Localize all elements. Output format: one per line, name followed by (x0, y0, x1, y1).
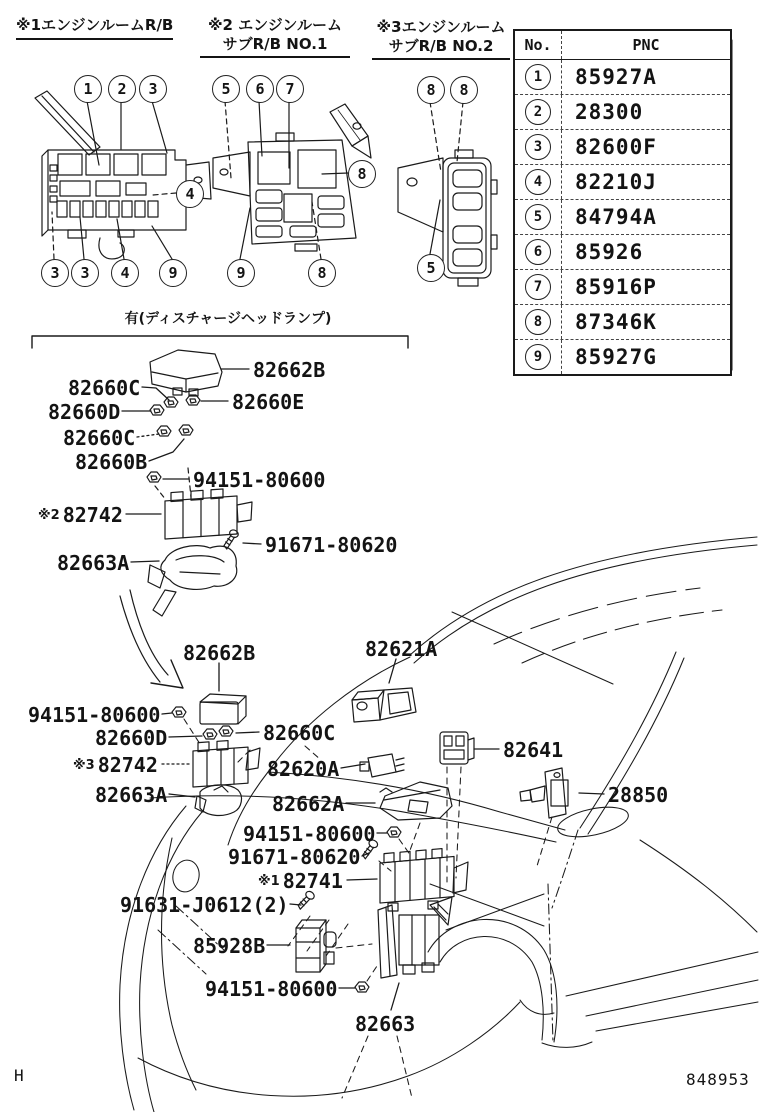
part-label-82660b: 82660B (75, 450, 148, 474)
callout-circle: 3 (139, 75, 167, 103)
callout-circle: 1 (74, 75, 102, 103)
part-label-94151-80600-4: 94151-80600 (205, 977, 338, 1001)
section-header-sub-rb-no2-line2: サブR/B NO.2 (388, 36, 494, 55)
part-label-82742-sub2 (38, 503, 123, 527)
row-number-badge: 1 (525, 64, 551, 90)
pnc-value: 87346K (575, 310, 657, 334)
section-header-sub-rb-no2-line1: ※3エンジンルーム (376, 18, 506, 36)
row-number-badge: 8 (525, 309, 551, 335)
fuse-box-2-drawing (213, 101, 371, 259)
part-number: 82741 (282, 869, 343, 893)
pnc-table-col-no: No. (515, 31, 562, 59)
part-label-82620a: 82620A (267, 757, 340, 781)
table-row (515, 234, 730, 269)
part-label-82663: 82663 (355, 1012, 416, 1036)
part-label-82662b-lower: 82662B (183, 641, 256, 665)
callout-circle: 4 (111, 259, 139, 287)
pnc-value: 85927G (575, 345, 657, 369)
part-label-82660d-lower: 82660D (95, 726, 168, 750)
pnc-value: 85926 (575, 240, 644, 264)
part-label-82660d-upper: 82660D (48, 400, 121, 424)
part-label-82660c-2: 82660C (63, 426, 136, 450)
pnc-value: 28300 (575, 100, 644, 124)
fuse-box-3-drawing (398, 102, 497, 286)
fuse-box-1-drawing (35, 91, 211, 259)
table-row (515, 269, 730, 304)
pnc-value: 84794A (575, 205, 657, 229)
part-label-91671-80620-2: 91671-80620 (228, 845, 361, 869)
callout-circle: 8 (417, 76, 445, 104)
ref-prefix: ※1 (258, 874, 280, 889)
row-number-badge: 7 (525, 274, 551, 300)
part-label-94151-80600-2: 94151-80600 (28, 703, 161, 727)
note-bracket (32, 336, 408, 348)
table-row (515, 164, 730, 199)
ref-prefix: ※2 (38, 508, 60, 523)
pnc-value: 82600F (575, 135, 657, 159)
car-outline (120, 537, 758, 1112)
section-header-sub-rb-no1-line1: ※2 エンジンルーム (207, 16, 343, 34)
page-letter: H (14, 1066, 24, 1085)
part-label-82621a: 82621A (365, 637, 438, 661)
part-label-94151-80600-1: 94151-80600 (193, 468, 326, 492)
part-label-82742-sub3 (73, 753, 158, 777)
pnc-value: 82210J (575, 170, 657, 194)
row-number-badge: 5 (525, 204, 551, 230)
part-label-82641: 82641 (503, 738, 564, 762)
part-label-82660e: 82660E (232, 390, 305, 414)
table-row (515, 339, 730, 374)
callout-circle: 6 (246, 75, 274, 103)
part-label-82662b-upper: 82662B (253, 358, 326, 382)
callout-circle: 5 (417, 254, 445, 282)
part-label-82662a: 82662A (272, 792, 345, 816)
part-label-91671-80620-1: 91671-80620 (265, 533, 398, 557)
callout-circle: 2 (108, 75, 136, 103)
callout-circle: 4 (176, 180, 204, 208)
figure-number: 848953 (686, 1070, 750, 1089)
pnc-table-header-row (515, 31, 730, 59)
callout-circle: 8 (348, 160, 376, 188)
section-header-sub-rb-no1 (200, 16, 350, 58)
part-label-82741 (258, 869, 343, 893)
section-header-sub-rb-no1-line2: サブR/B NO.1 (222, 34, 328, 53)
part-label-94151-80600-3: 94151-80600 (243, 822, 376, 846)
pnc-table-col-pnc: PNC (632, 36, 660, 54)
callout-circle: 9 (159, 259, 187, 287)
section-header-engine-room-rb: ※1エンジンルームR/B (16, 16, 173, 40)
part-label-82660c-1: 82660C (68, 376, 141, 400)
table-row (515, 304, 730, 339)
row-number-badge: 2 (525, 99, 551, 125)
arrow-down (120, 590, 183, 688)
part-label-91631-j0612: 91631-J0612(2) (120, 893, 289, 917)
callout-circle: 8 (450, 76, 478, 104)
part-label-82663a-upper: 82663A (57, 551, 130, 575)
part-label-82663a-lower: 82663A (95, 783, 168, 807)
ref-prefix: ※3 (73, 758, 95, 773)
pnc-value: 85916P (575, 275, 657, 299)
part-label-85928b: 85928B (193, 934, 266, 958)
part-label-82660c-3: 82660C (263, 721, 336, 745)
part-number: 82742 (97, 753, 158, 777)
pnc-table (513, 29, 732, 376)
table-row (515, 94, 730, 129)
part-label-28850: 28850 (608, 783, 669, 807)
callout-circle: 3 (71, 259, 99, 287)
callout-circle: 3 (41, 259, 69, 287)
table-row (515, 59, 730, 94)
row-number-badge: 9 (525, 344, 551, 370)
callout-circle: 7 (276, 75, 304, 103)
callout-circle: 9 (227, 259, 255, 287)
part-number: 82742 (62, 503, 123, 527)
row-number-badge: 3 (525, 134, 551, 160)
callout-circle: 8 (308, 259, 336, 287)
table-row (515, 199, 730, 234)
section-header-sub-rb-no2 (372, 18, 510, 60)
row-number-badge: 4 (525, 169, 551, 195)
pnc-value: 85927A (575, 65, 657, 89)
callout-circle: 5 (212, 75, 240, 103)
discharge-headlamp-note: 有(ディスチャージヘッドランプ) (124, 311, 332, 327)
table-row (515, 129, 730, 164)
row-number-badge: 6 (525, 239, 551, 265)
